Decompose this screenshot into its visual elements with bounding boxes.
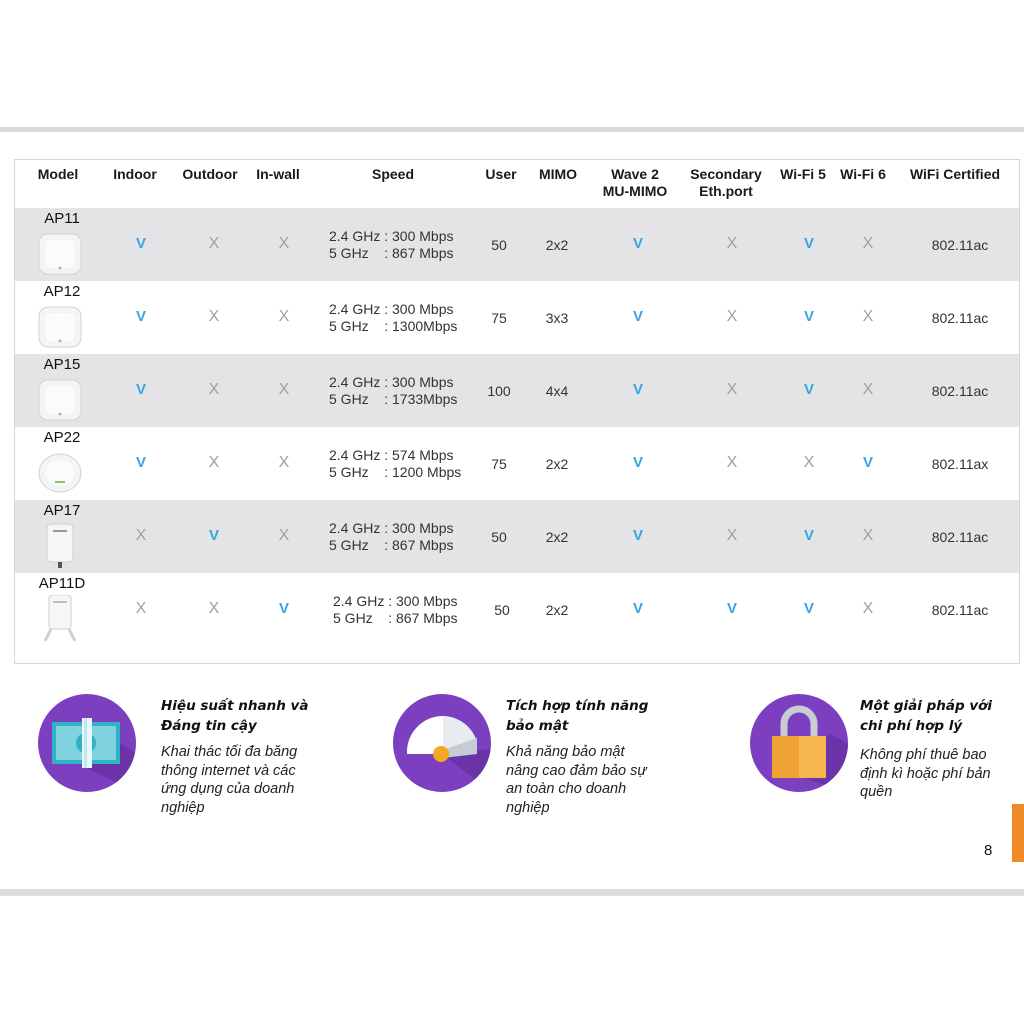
secondary-cross-mark: X	[726, 454, 738, 471]
speed-value: 2.4 GHz : 300 Mbps 5 GHz : 867 Mbps	[333, 593, 458, 626]
wave2-check-mark: V	[632, 454, 643, 471]
wifi5-check-mark: V	[803, 381, 814, 398]
table-row	[15, 573, 1019, 646]
feature-title-line1: Một giải pháp với	[860, 698, 993, 714]
indoor-cross-mark: X	[135, 527, 147, 544]
round-access-point-icon	[37, 449, 83, 495]
mimo-value: 2x2	[545, 602, 569, 618]
mimo-value: 4x4	[545, 383, 569, 399]
feature-description: Khả năng bảo mật nâng cao đảm bảo sự an toàn cho doanh nghiệp	[506, 744, 647, 816]
outdoor-cross-mark: X	[208, 600, 220, 617]
wifi-certified-value: 802.11ac	[931, 383, 989, 399]
wave2-check-mark: V	[632, 235, 643, 252]
secondary-check-mark: V	[726, 600, 737, 617]
mimo-value: 3x3	[545, 310, 569, 326]
model-name: AP17	[43, 502, 81, 519]
model-name: AP11D	[38, 575, 86, 592]
secondary-cross-mark: X	[726, 308, 738, 325]
wifi5-check-mark: V	[803, 308, 814, 325]
wifi-certified-value: 802.11ac	[931, 237, 989, 253]
feature-title	[506, 696, 666, 736]
feature-title	[860, 696, 1020, 736]
outdoor-cross-mark: X	[208, 454, 220, 471]
mimo-value: 2x2	[545, 456, 569, 472]
mimo-value: 2x2	[545, 237, 569, 253]
wifi6-cross-mark: X	[862, 381, 874, 398]
header-secondary-line2: Eth.port	[699, 183, 753, 199]
desk-access-point-icon	[37, 595, 83, 641]
speedometer-icon	[393, 694, 491, 792]
header-wifi-certified: WiFi Certified	[909, 166, 1001, 182]
wifi6-cross-mark: X	[862, 308, 874, 325]
wifi6-check-mark: V	[862, 454, 873, 471]
bottom-divider	[0, 889, 1024, 896]
user-count: 100	[487, 383, 511, 399]
user-count: 50	[494, 602, 510, 618]
outdoor-cross-mark: X	[208, 308, 220, 325]
outdoor-access-point-icon	[37, 522, 83, 568]
ceiling-access-point-icon	[37, 303, 83, 349]
wifi5-check-mark: V	[803, 235, 814, 252]
secondary-cross-mark: X	[726, 235, 738, 252]
speed-value: 2.4 GHz : 574 Mbps 5 GHz : 1200 Mbps	[329, 447, 462, 480]
model-name: AP12	[43, 283, 81, 300]
outdoor-cross-mark: X	[208, 381, 220, 398]
feature-description: Không phí thuê bao định kì hoặc phí bản quền	[860, 747, 991, 800]
feature-title-line2: chi phí hợp lý	[860, 718, 963, 734]
comparison-table	[14, 159, 1020, 664]
speed-value: 2.4 GHz : 300 Mbps 5 GHz : 1733Mbps	[329, 374, 458, 407]
wifi5-cross-mark: X	[803, 454, 815, 471]
top-divider	[0, 127, 1024, 132]
wifi-certified-value: 802.11ax	[931, 456, 989, 472]
secondary-cross-mark: X	[726, 527, 738, 544]
model-name: AP11	[44, 210, 80, 227]
page-number: 8	[984, 842, 993, 859]
ceiling-access-point-icon	[37, 230, 83, 276]
feature-title-line2: bảo mật	[506, 718, 569, 734]
ceiling-access-point-icon	[37, 376, 83, 422]
outdoor-cross-mark: X	[208, 235, 220, 252]
header-inwall: In-wall	[256, 166, 300, 182]
feature-title-line1: Tích hợp tính năng	[506, 698, 649, 714]
wifi6-cross-mark: X	[862, 527, 874, 544]
inwall-cross-mark: X	[278, 308, 290, 325]
mimo-value: 2x2	[545, 529, 569, 545]
padlock-icon	[750, 694, 848, 792]
inwall-cross-mark: X	[278, 235, 290, 252]
header-wifi6: Wi-Fi 6	[840, 166, 886, 182]
table-row	[15, 427, 1019, 500]
speed-value: 2.4 GHz : 300 Mbps 5 GHz : 867 Mbps	[329, 228, 454, 261]
model-name: AP22	[43, 429, 81, 446]
wifi-certified-value: 802.11ac	[931, 310, 989, 326]
inwall-cross-mark: X	[278, 527, 290, 544]
user-count: 50	[491, 529, 507, 545]
outdoor-check-mark: V	[208, 527, 219, 544]
indoor-check-mark: V	[135, 235, 146, 252]
table-header	[15, 160, 1019, 208]
table-row	[15, 354, 1019, 427]
header-secondary-line1: Secondary	[690, 166, 762, 182]
secondary-cross-mark: X	[726, 381, 738, 398]
speed-value: 2.4 GHz : 300 Mbps 5 GHz : 1300Mbps	[329, 301, 458, 334]
feature-title	[161, 696, 321, 736]
inwall-cross-mark: X	[278, 454, 290, 471]
speed-value: 2.4 GHz : 300 Mbps 5 GHz : 867 Mbps	[329, 520, 454, 553]
wave2-check-mark: V	[632, 527, 643, 544]
header-mimo: MIMO	[538, 166, 578, 182]
indoor-check-mark: V	[135, 308, 146, 325]
wifi-certified-value: 802.11ac	[931, 602, 989, 618]
wifi6-cross-mark: X	[862, 235, 874, 252]
wave2-check-mark: V	[632, 381, 643, 398]
indoor-cross-mark: X	[135, 600, 147, 617]
header-wave2-line1: Wave 2	[611, 166, 659, 182]
table-row	[15, 281, 1019, 354]
wifi6-cross-mark: X	[862, 600, 874, 617]
header-indoor: Indoor	[113, 166, 157, 182]
inwall-cross-mark: X	[278, 381, 290, 398]
wave2-check-mark: V	[632, 308, 643, 325]
indoor-check-mark: V	[135, 381, 146, 398]
feature-description: Khai thác tối đa băng thông internet và các ứng dụng của doanh nghiệp	[161, 744, 298, 816]
feature-title-line1: Hiệu suất nhanh và	[161, 698, 309, 714]
header-user: User	[485, 166, 517, 182]
header-outdoor: Outdoor	[182, 166, 238, 182]
table-row	[15, 500, 1019, 573]
header-wifi5: Wi-Fi 5	[780, 166, 826, 182]
user-count: 50	[491, 237, 507, 253]
header-model: Model	[37, 166, 79, 182]
accent-tab	[1012, 804, 1024, 862]
model-name: AP15	[43, 356, 81, 373]
header-wave2	[595, 166, 675, 200]
wave2-check-mark: V	[632, 600, 643, 617]
inwall-check-mark: V	[278, 600, 289, 617]
header-speed: Speed	[371, 166, 414, 182]
money-icon	[38, 694, 136, 792]
feature-title-line2: Đáng tin cậy	[161, 718, 257, 734]
indoor-check-mark: V	[135, 454, 146, 471]
user-count: 75	[491, 310, 507, 326]
wifi5-check-mark: V	[803, 527, 814, 544]
table-row	[15, 208, 1019, 281]
header-secondary	[685, 166, 767, 200]
header-wave2-line2: MU-MIMO	[602, 183, 668, 199]
wifi5-check-mark: V	[803, 600, 814, 617]
user-count: 75	[491, 456, 507, 472]
wifi-certified-value: 802.11ac	[931, 529, 989, 545]
